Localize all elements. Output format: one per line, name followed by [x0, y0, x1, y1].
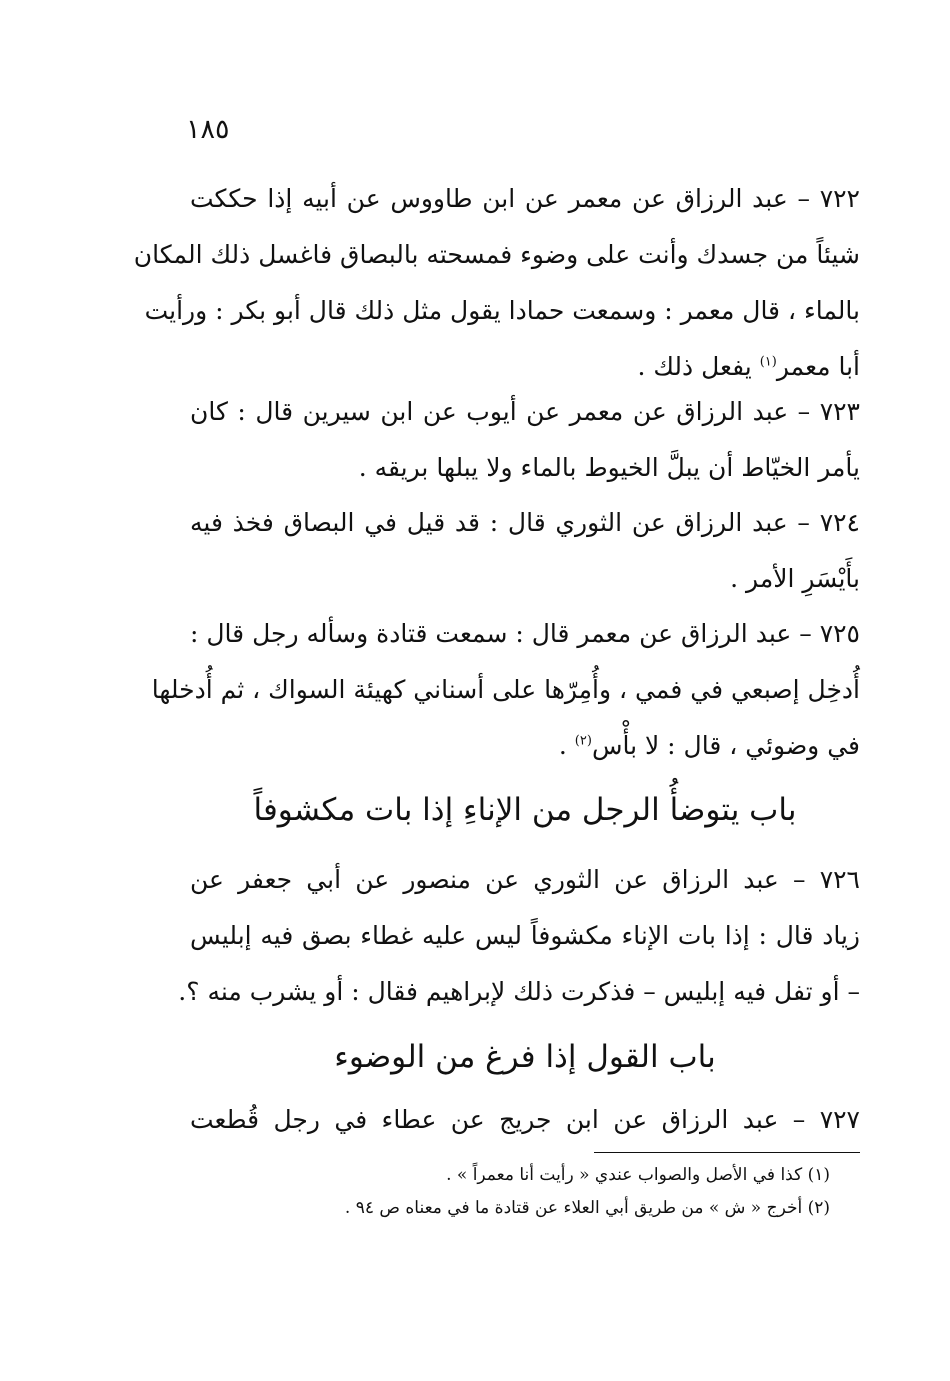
paragraph-line: أُدخِل إصبعي في فمي ، وأُمِرّها على أسناني كهيئة السواك ، ثم أُدخلها: [151, 675, 860, 704]
page-number: ١٨٥: [186, 114, 230, 145]
paragraph-line: ٧٢٣ – عبد الرزاق عن معمر عن أيوب عن ابن سيرين قال : كان: [190, 397, 860, 426]
paragraph-line: بأَيْسَرِ الأمر .: [730, 564, 860, 593]
footnote-ref-2: (٢): [574, 733, 592, 749]
paragraph-line: ٧٢٦ – عبد الرزاق عن الثوري عن منصور عن أبي جعفر عن: [190, 865, 860, 894]
footnote-separator: [594, 1152, 860, 1153]
paragraph-text: .: [558, 731, 575, 760]
paragraph-726: [178, 852, 860, 1020]
paragraph-last-line: [190, 718, 860, 774]
footnote-2: (٢) أخرج « ش » من طريق أبي العلاء عن قتادة ما في معناه ص ٩٤ .: [344, 1198, 830, 1218]
paragraph-725: [151, 606, 860, 774]
paragraph-text: في وضوئي ، قال : لا بأْس: [591, 731, 860, 760]
section-heading: باب القول إذا فرغ من الوضوء: [334, 1039, 716, 1075]
paragraph-text: يفعل ذلك .: [637, 352, 760, 381]
section-heading: باب يتوضأُ الرجل من الإناءِ إذا بات مكشوفاً: [253, 792, 797, 828]
paragraph-line: بالماء ، قال معمر : وسمعت حمادا يقول مثل ذلك قال أبو بكر : ورأيت: [144, 296, 860, 325]
paragraph-line: ٧٢٥ – عبد الرزاق عن معمر قال : سمعت قتادة وسأله رجل قال :: [190, 619, 860, 648]
paragraph-724: [190, 495, 860, 607]
paragraph-line: ٧٢٢ – عبد الرزاق عن معمر عن ابن طاووس عن أبيه إذا حككت: [190, 184, 860, 213]
paragraph-text: أبا معمر: [776, 352, 860, 381]
paragraph-line: ٧٢٧ – عبد الرزاق عن ابن جريج عن عطاء في رجل قُطعت: [190, 1105, 860, 1134]
paragraph-line: يأمر الخيّاط أن يبلَّ الخيوط بالماء ولا يبلها بريقه .: [358, 453, 860, 482]
footnote-1: (١) كذا في الأصل والصواب عندي « رأيت أنا معمراً » .: [446, 1165, 830, 1185]
paragraph-line: زياد قال : إذا بات الإناء مكشوفاً ليس عليه غطاء بصق فيه إبليس: [190, 921, 860, 950]
footnote-ref-1: (١): [759, 354, 777, 370]
paragraph-723: [190, 384, 860, 496]
paragraph-722: [133, 171, 860, 395]
paragraph-727: [190, 1092, 860, 1148]
paragraph-line: – أو تفل فيه إبليس – فذكرت ذلك لإبراهيم فقال : أو يشرب منه ؟.: [178, 977, 860, 1006]
paragraph-line: ٧٢٤ – عبد الرزاق عن الثوري قال : قد قيل في البصاق فخذ فيه: [190, 508, 860, 537]
paragraph-line: شيئاً من جسدك وأنت على وضوء فمسحته بالبصاق فاغسل ذلك المكان: [133, 240, 860, 269]
